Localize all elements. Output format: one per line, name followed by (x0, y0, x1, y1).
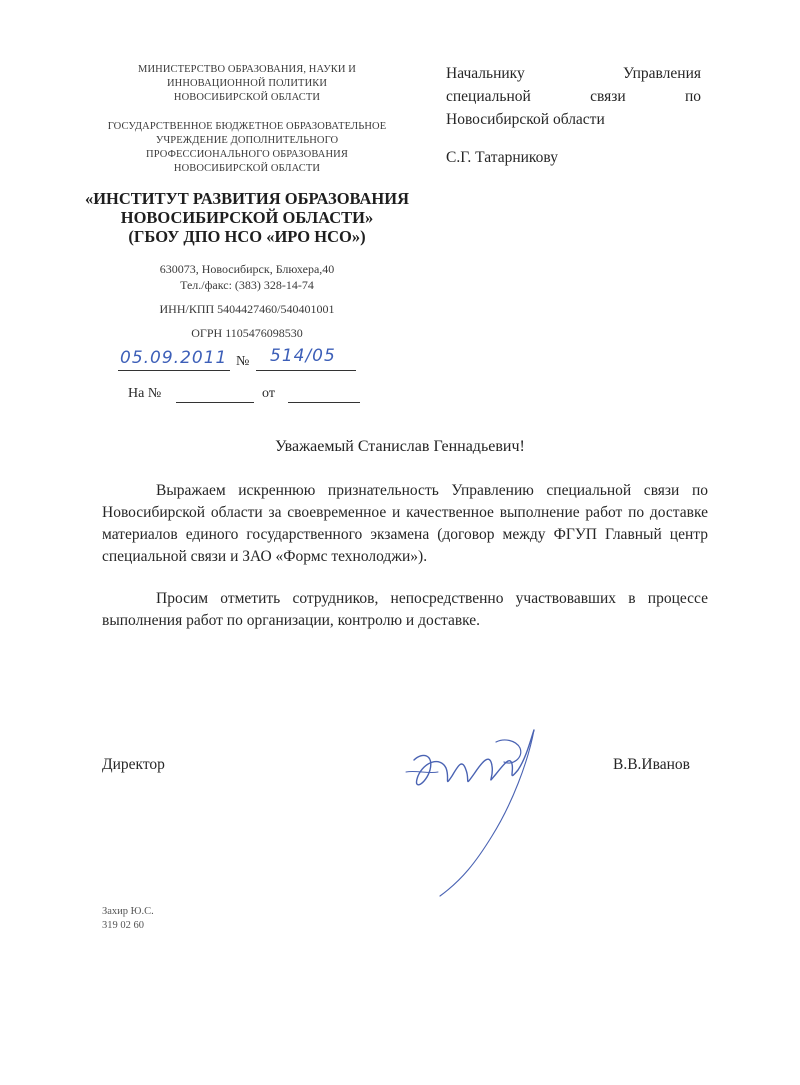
signatory-name: В.В.Иванов (613, 756, 690, 773)
ministry-line: НОВОСИБИРСКОЙ ОБЛАСТИ (173, 92, 321, 103)
reply-prefix: На № (128, 386, 162, 401)
reply-number-underline (176, 402, 254, 403)
outgoing-date: 05.09.2011 (120, 348, 228, 368)
salutation: Уважаемый Станислав Геннадьевич! (275, 438, 525, 455)
letterhead-contacts (82, 261, 412, 293)
body-paragraph-2 (102, 588, 708, 632)
inn-kpp: ИНН/КПП 5404427460/540401001 (159, 302, 335, 316)
ministry-line: ИННОВАЦИОННОЙ ПОЛИТИКИ (166, 78, 328, 89)
ogrn: ОГРН 1105476098530 (191, 326, 303, 340)
paragraph-text: Просим отметить сотрудников, непосредственно участвовавших в процессе выполнения работ по организации, контролю и доставке. (102, 590, 708, 629)
institution-name-line: «ИНСТИТУТ РАЗВИТИЯ ОБРАЗОВАНИЯ (84, 189, 410, 208)
letterhead-ministry (82, 63, 412, 105)
reply-from-label: от (262, 386, 275, 401)
paragraph-text: Выражаем искреннюю признательность Управлению специальной связи по Новосибирской области за своевременное и качественное выполнение работ по доставке материалов единого государственного экзамена (договор между ФГУП Главный центр специальной связи и ЗАО «Формс технолоджи»). (102, 482, 708, 565)
ministry-line: МИНИСТЕРСТВО ОБРАЗОВАНИЯ, НАУКИ И (138, 64, 356, 75)
institution-name-line: (ГБОУ ДПО НСО «ИРО НСО») (128, 227, 366, 246)
letterhead-institution-type (82, 120, 412, 176)
number-sign: № (236, 354, 250, 369)
addressee-line: Новосибирской области (446, 111, 605, 128)
addressee-block (446, 62, 701, 131)
handwritten-signature (400, 712, 560, 902)
institution-type-line: ГОСУДАРСТВЕННОЕ БЮДЖЕТНОЕ ОБРАЗОВАТЕЛЬНОЕ (107, 121, 387, 132)
phone: Тел./факс: (383) 328-14-74 (180, 278, 314, 292)
letterhead-institution-name (82, 189, 412, 246)
executor-name: Захир Ю.С. (102, 906, 154, 917)
institution-type-line: НОВОСИБИРСКОЙ ОБЛАСТИ (173, 163, 321, 174)
addressee-line: Начальнику Управления (446, 65, 701, 82)
outgoing-number: 514/05 (270, 346, 336, 366)
executor-block (102, 905, 154, 933)
reply-date-underline (288, 402, 360, 403)
addressee-line: специальной связи по (446, 88, 701, 105)
institution-type-line: УЧРЕЖДЕНИЕ ДОПОЛНИТЕЛЬНОГО (155, 135, 339, 146)
institution-name-line: НОВОСИБИРСКОЙ ОБЛАСТИ» (120, 208, 374, 227)
institution-type-line: ПРОФЕССИОНАЛЬНОГО ОБРАЗОВАНИЯ (146, 149, 348, 160)
signatory-title: Директор (102, 756, 165, 773)
addressee-name: С.Г. Татарникову (446, 149, 558, 166)
number-underline (256, 370, 356, 371)
executor-phone: 319 02 60 (102, 920, 144, 931)
address: 630073, Новосибирск, Блюхера,40 (159, 262, 335, 276)
body-paragraph-1 (102, 480, 708, 568)
date-underline (118, 370, 230, 371)
